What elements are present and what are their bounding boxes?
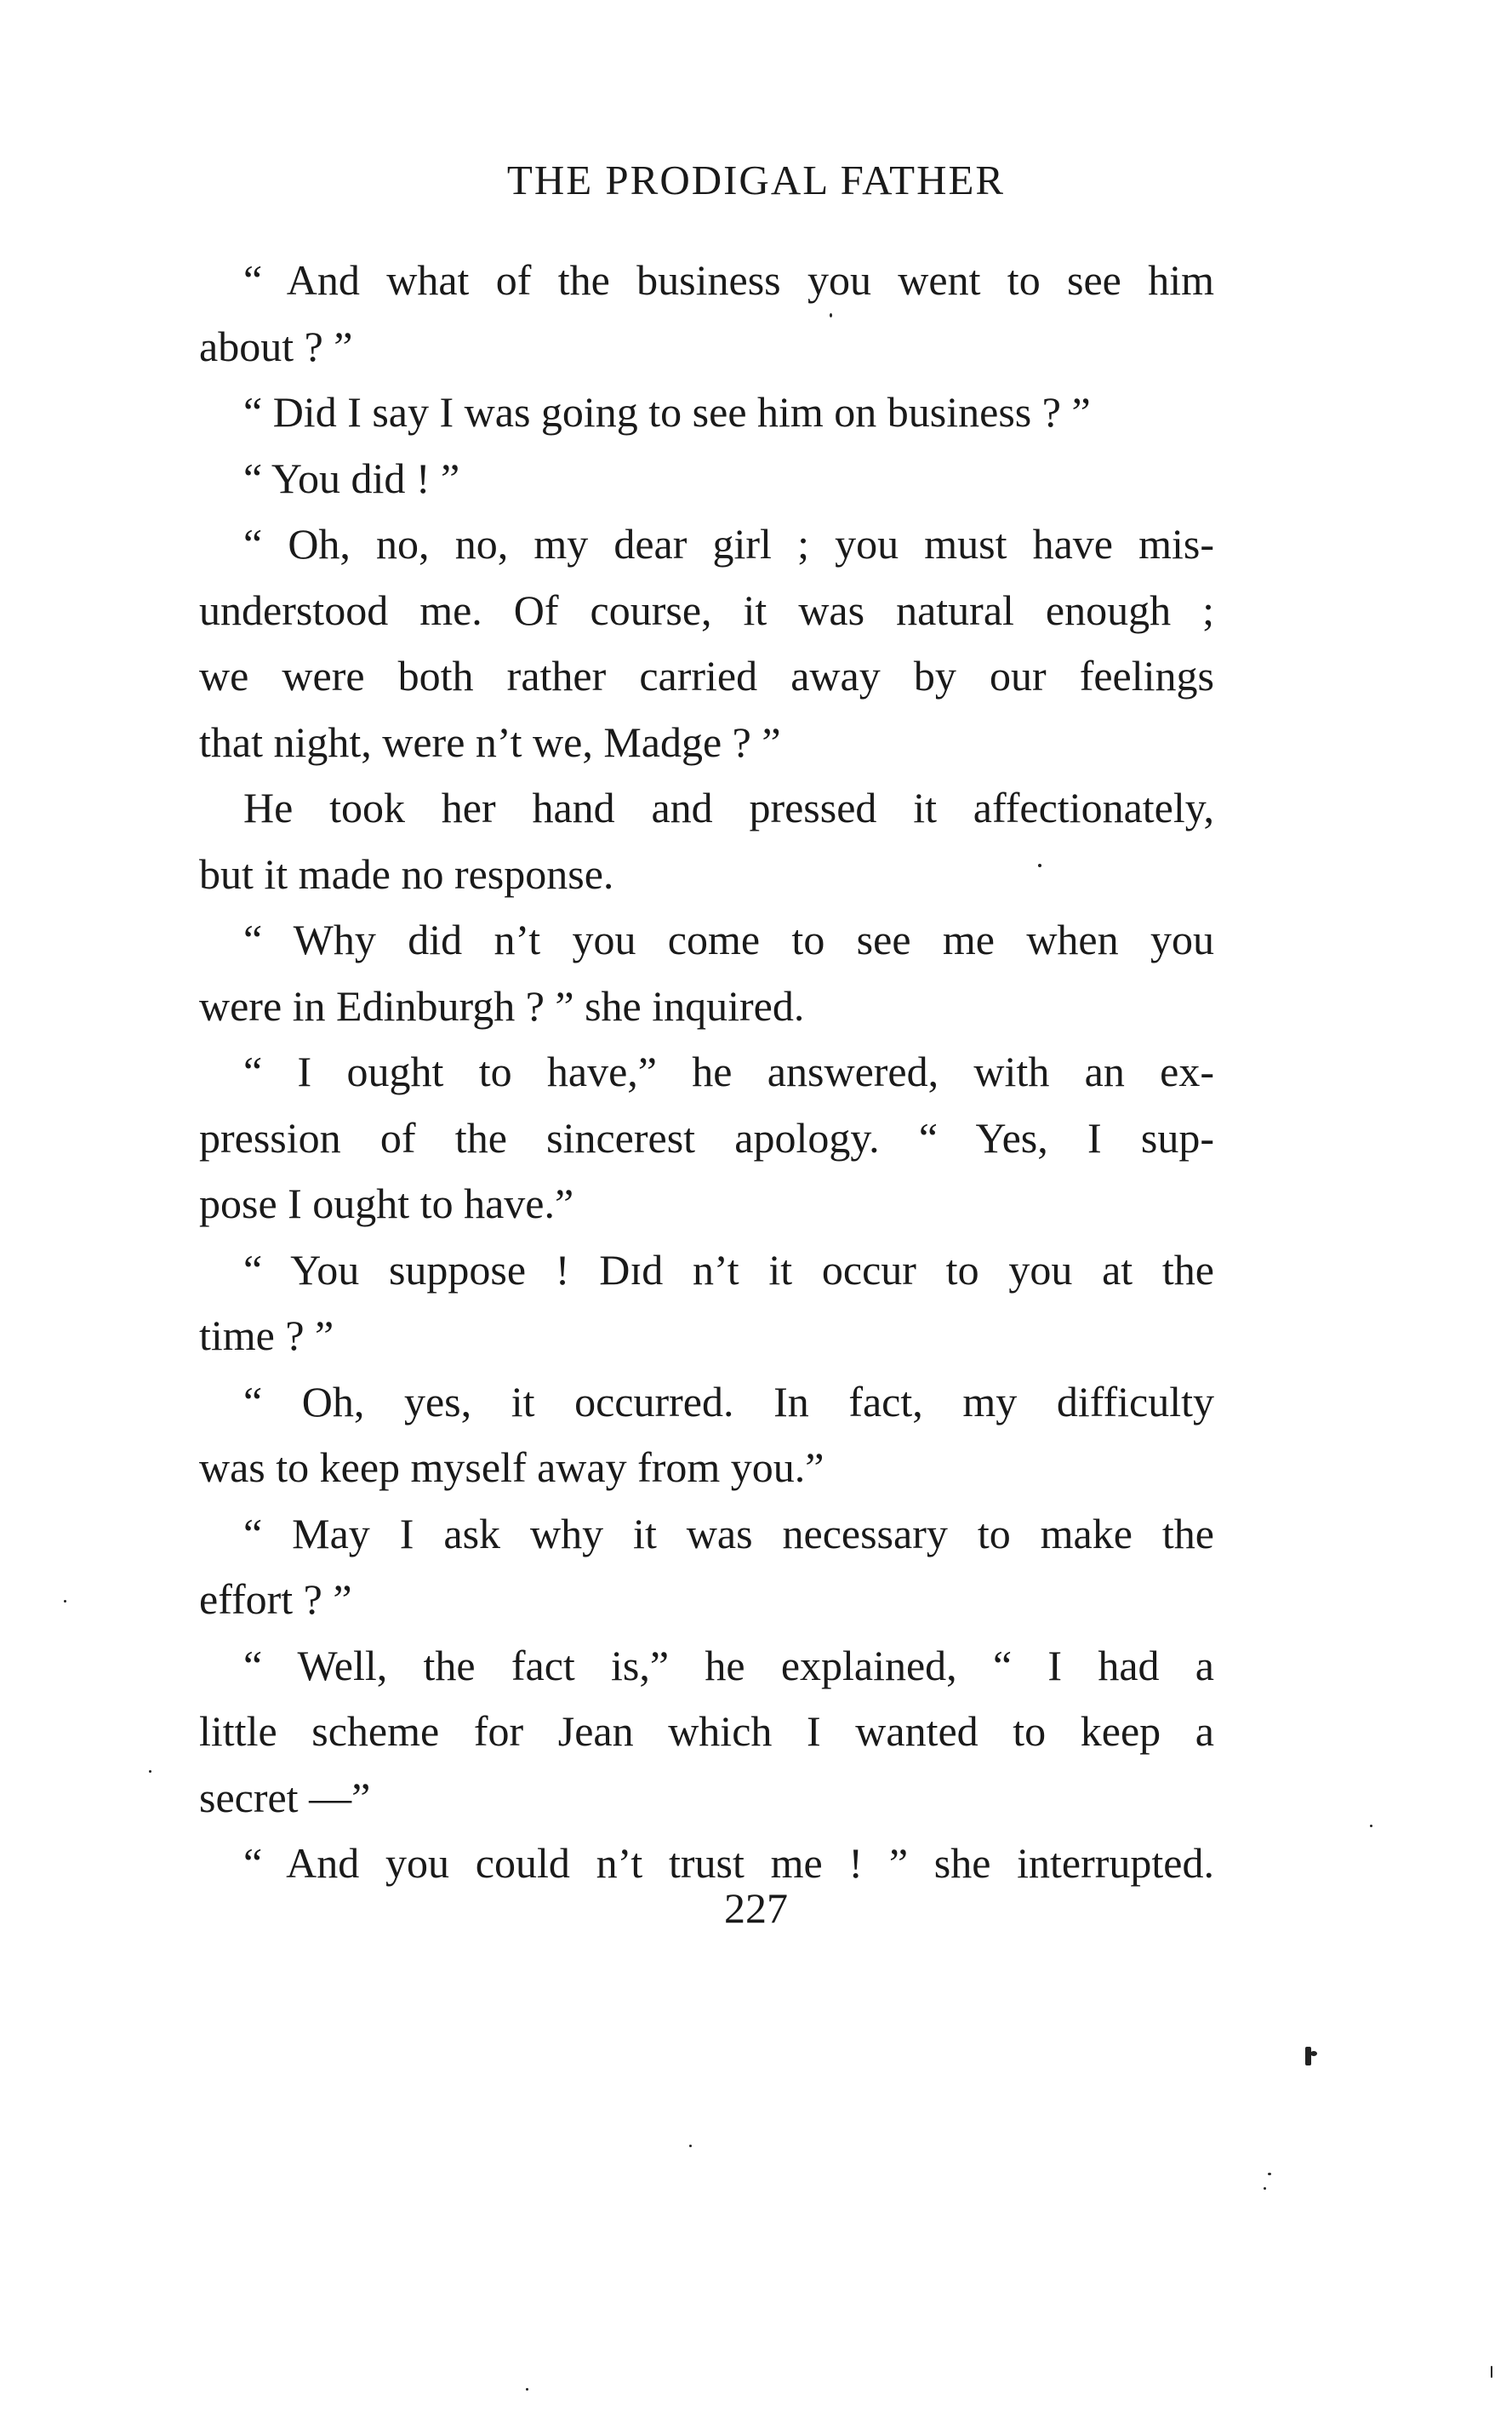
paragraph-1 [155, 248, 1214, 380]
text-line: He took her hand and pressed it affectionately, [243, 784, 1214, 831]
paragraph-4 [155, 511, 1214, 775]
text-line: “ You did ! ” [243, 454, 460, 502]
text-line: “ And you could n’t trust me ! ” she interrupted. [243, 1839, 1214, 1887]
text-line: pose I ought to have.” [199, 1180, 574, 1227]
text-line: were in Edinburgh ? ” she inquired. [199, 981, 805, 1030]
text-line: “ Oh, yes, it occurred. In fact, my difficulty [243, 1377, 1214, 1425]
text-line: effort ? ” [199, 1575, 352, 1623]
paragraph-2 [155, 380, 1214, 446]
paragraph-5 [155, 775, 1214, 907]
scan-speck [64, 1600, 66, 1603]
text-line: “ Oh, no, no, my dear girl ; you must have mis- [243, 520, 1214, 568]
scan-speck [149, 1770, 151, 1773]
text-line: that night, were n’t we, Madge ? ” [199, 717, 781, 766]
paragraph-10 [155, 1501, 1214, 1633]
text-line: “ Did I say I was going to see him on business ? ” [243, 388, 1091, 436]
scan-speck [1038, 864, 1041, 867]
body-text [155, 248, 1214, 1897]
scan-speck [1310, 2051, 1317, 2056]
scan-speck [1268, 2173, 1271, 2175]
text-line: “ May I ask why it was necessary to make the [243, 1509, 1214, 1557]
text-line: little scheme for Jean which I wanted to keep a [199, 1707, 1214, 1755]
scan-speck [830, 313, 832, 317]
paragraph-7 [155, 1039, 1214, 1237]
text-line: we were both rather carried away by our feelings [199, 652, 1214, 700]
page-number: 227 [724, 1884, 788, 1932]
scan-speck [1370, 1825, 1372, 1827]
text-line: “ I ought to have,” he answered, with an ex- [243, 1048, 1214, 1095]
paragraph-3 [155, 446, 1214, 512]
scan-speck [1305, 2047, 1311, 2065]
text-line: “ Well, the fact is,” he explained, “ I had a [243, 1641, 1214, 1689]
text-line: understood me. Of course, it was natural enough ; [199, 586, 1214, 634]
running-head: THE PRODIGAL FATHER [506, 157, 1006, 203]
text-line: secret —” [199, 1773, 371, 1821]
text-line: “ You suppose ! Dɪd n’t it occur to you at the [243, 1245, 1214, 1294]
text-line: about ? ” [199, 322, 353, 370]
scan-speck [1264, 2187, 1266, 2190]
paragraph-6 [155, 907, 1214, 1039]
text-line: pression of the sincerest apology. “ Yes, I sup- [199, 1113, 1214, 1162]
scan-speck [526, 2388, 528, 2391]
paragraph-9 [155, 1369, 1214, 1501]
text-line: “ Why did n’t you come to see me when you [243, 916, 1214, 963]
scan-speck [1491, 2366, 1492, 2378]
text-line: time ? ” [199, 1311, 334, 1359]
paragraph-8 [155, 1237, 1214, 1369]
text-line: but it made no response. [199, 849, 614, 898]
scan-speck [689, 2145, 692, 2147]
text-line: “ And what of the business you went to see him [243, 256, 1214, 304]
text-line: was to keep myself away from you.” [199, 1443, 824, 1491]
paragraph-11 [155, 1633, 1214, 1831]
